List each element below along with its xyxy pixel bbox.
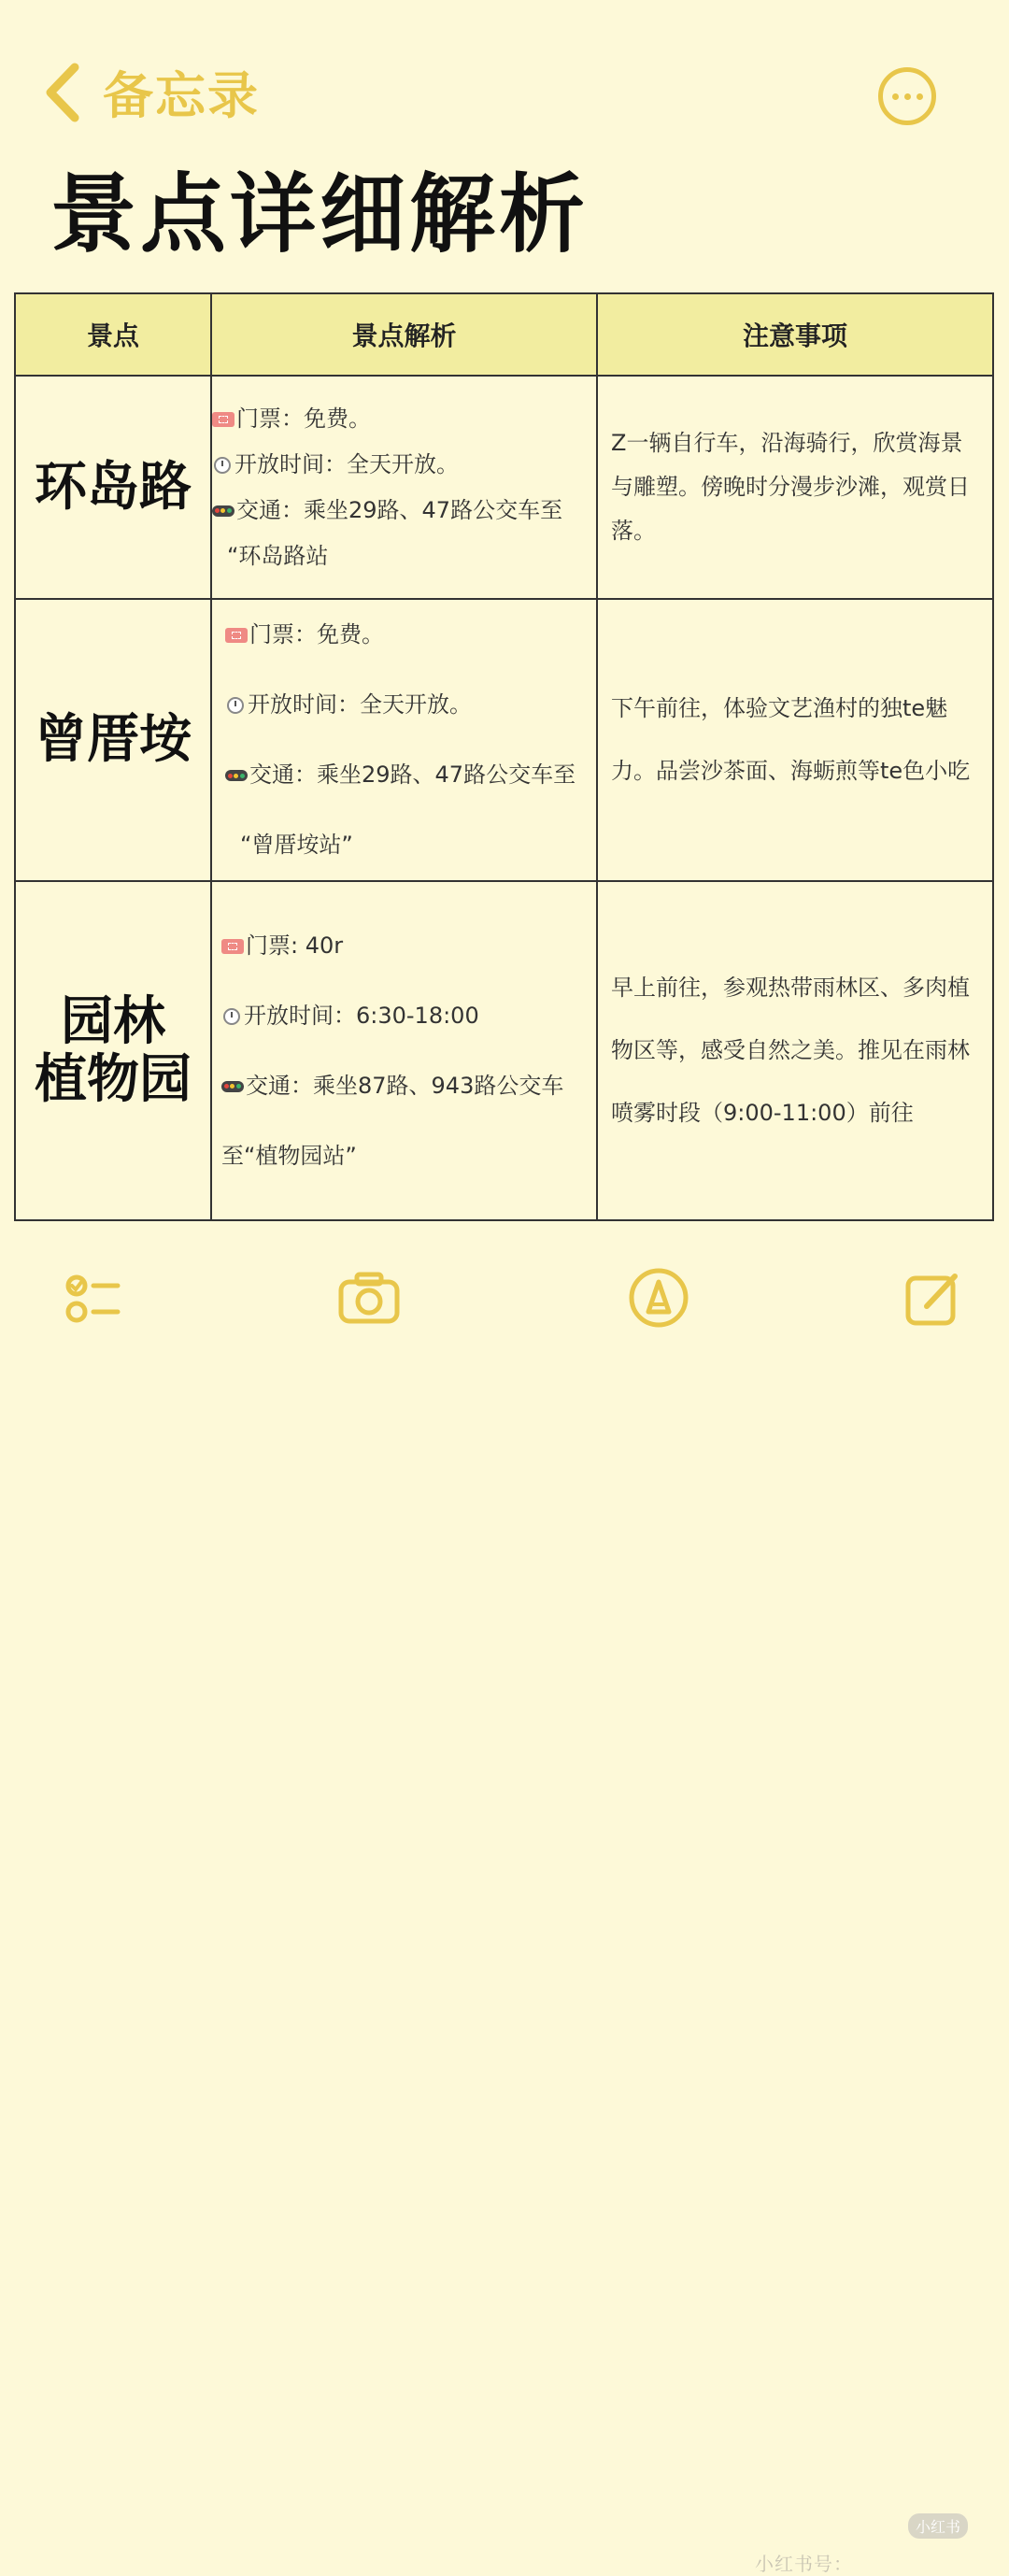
- clock-icon: [223, 1008, 240, 1025]
- more-dot: [892, 93, 899, 100]
- chevron-left-icon: [41, 62, 82, 123]
- column-header: 注意事项: [597, 293, 993, 376]
- more-dot: [917, 93, 923, 100]
- transit-continued-text: “曾厝垵站”: [240, 832, 353, 858]
- compose-icon[interactable]: [901, 1265, 966, 1331]
- place-info: [211, 881, 597, 1220]
- transit-line: [212, 488, 596, 534]
- page-title: 景点详细解析: [50, 164, 590, 264]
- hours-text: 开放时间：6:30-18:00: [244, 1002, 479, 1029]
- hours-line: [225, 670, 596, 740]
- table-row: [15, 376, 993, 599]
- back-button[interactable]: [41, 56, 260, 128]
- place-name: [15, 376, 211, 599]
- attractions-table: [14, 292, 994, 1221]
- ticket-line: [225, 600, 596, 670]
- hours-text: 开放时间：全天开放。: [234, 450, 459, 477]
- watermark-badge: 小红书: [908, 2513, 968, 2539]
- pen-icon[interactable]: [626, 1265, 691, 1331]
- place-info: [211, 599, 597, 881]
- more-dot: [904, 93, 911, 100]
- transit-continued: [221, 1121, 596, 1191]
- ticket-text: 门票：免费。: [249, 621, 384, 648]
- transit-text: 交通：乘坐87路、943路公交车: [246, 1072, 564, 1099]
- hours-line: [212, 442, 596, 488]
- column-header: 景点: [15, 293, 211, 376]
- place-name-text: 环岛路: [35, 456, 192, 518]
- place-notes: [597, 599, 993, 881]
- camera-icon[interactable]: [336, 1265, 402, 1331]
- place-name-text: 曾厝垵: [35, 709, 192, 770]
- more-options-button[interactable]: [878, 67, 936, 125]
- bottom-toolbar: [0, 1252, 1009, 2575]
- note-text: 早上前往，参观热带雨林区、多肉植物区等，感受自然之美。推见在雨林喷雾时段（9:00-11:00）前往: [611, 975, 970, 1126]
- clock-icon: [227, 697, 244, 714]
- place-notes: [597, 881, 993, 1220]
- watermark: 小红书号：: [755, 2553, 853, 2575]
- place-name: [15, 881, 211, 1220]
- ticket-icon: [225, 628, 248, 643]
- traffic-light-icon: [212, 505, 234, 517]
- traffic-light-icon: [221, 1081, 244, 1092]
- ticket-icon: [212, 412, 234, 427]
- note-text: 下午前往，体验文艺渔村的独te魅力。品尝沙茶面、海蛎煎等te色小吃: [611, 695, 971, 784]
- column-header: 景点解析: [211, 293, 597, 376]
- place-notes: [597, 376, 993, 599]
- ticket-icon: [221, 939, 244, 954]
- place-name-line: 园林: [61, 990, 165, 1052]
- clock-icon: [214, 457, 231, 474]
- transit-continued: [225, 810, 596, 880]
- back-label: 备忘录: [103, 66, 260, 125]
- checklist-icon[interactable]: [62, 1265, 127, 1331]
- table-header-row: [15, 293, 993, 376]
- transit-text: 交通：乘坐29路、47路公交车至: [249, 761, 576, 788]
- note-text: Z一辆自行车，沿海骑行，欣赏海景与雕塑。傍晚时分漫步沙滩，观赏日落。: [611, 430, 970, 544]
- ticket-line: [212, 396, 596, 442]
- transit-continued: [212, 534, 596, 579]
- transit-text: 交通：乘坐29路、47路公交车至: [236, 496, 563, 523]
- place-info: [211, 376, 597, 599]
- place-name: [15, 599, 211, 881]
- table-row: [15, 599, 993, 881]
- transit-continued-text: 至“植物园站”: [221, 1142, 357, 1169]
- ticket-line: [221, 911, 596, 981]
- hours-line: [221, 981, 596, 1051]
- table-row: [15, 881, 993, 1220]
- transit-line: [221, 1051, 596, 1121]
- hours-text: 开放时间：全天开放。: [248, 691, 472, 718]
- place-name-line: 植物园: [35, 1048, 192, 1110]
- ticket-text: 门票: 40r: [246, 932, 344, 959]
- ticket-text: 门票：免费。: [236, 405, 371, 432]
- transit-line: [225, 740, 596, 810]
- traffic-light-icon: [225, 770, 248, 781]
- nav-bar: [0, 0, 1009, 149]
- transit-continued-text: “环岛路站: [227, 542, 329, 569]
